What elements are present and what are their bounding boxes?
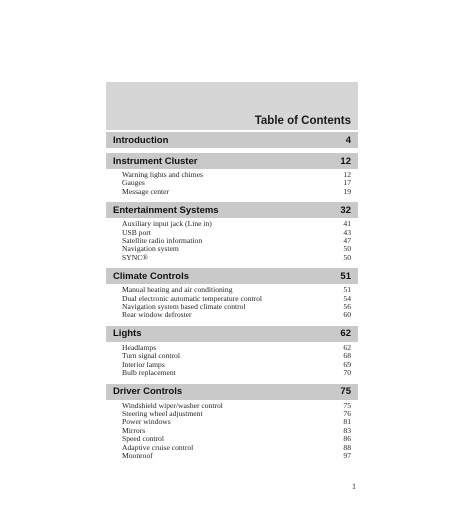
section-header[interactable] [106,268,358,284]
entry-page-number: 17 [343,178,351,188]
toc-entry[interactable] [122,188,351,196]
entry-label: Dual electronic automatic temperature control [122,293,262,303]
section-title: Introduction [113,134,169,146]
section-page-number: 75 [340,386,351,397]
toc-section [106,326,358,384]
section-title: Instrument Cluster [113,155,198,167]
toc-entry[interactable] [122,254,351,262]
entry-page-number: 50 [343,252,351,262]
section-page-number: 32 [340,204,351,216]
title-band [106,82,358,130]
section-items [106,400,358,467]
entry-label: Adaptive cruise control [122,442,194,452]
entry-page-number: 56 [343,302,351,312]
entry-page-number: 76 [343,408,351,418]
entry-label: Manual heating and air conditioning [122,285,233,295]
section-header[interactable] [106,326,358,342]
entry-label: Moonroof [122,450,153,460]
section-title: Entertainment Systems [113,204,219,216]
entry-page-number: 60 [343,310,351,320]
toc-entry[interactable] [122,311,351,319]
entry-label: Speed control [122,434,164,444]
toc-section [106,268,358,326]
section-items [106,284,358,326]
entry-label: Navigation system [122,244,179,254]
section-title: Driver Controls [113,386,183,397]
page-number: 1 [352,482,356,491]
entry-page-number: 81 [343,417,351,427]
entry-label: Navigation system based climate control [122,302,246,312]
entry-label: Windshield wiper/washer control [122,400,223,410]
entry-page-number: 75 [343,400,351,410]
entry-label: SYNC® [122,252,149,262]
entry-page-number: 54 [343,293,351,303]
section-page-number: 62 [340,328,351,340]
entry-label: Bulb replacement [122,368,176,378]
toc-section [106,202,358,268]
entry-label: Mirrors [122,425,146,435]
section-header[interactable] [106,202,358,218]
toc-entry[interactable] [122,418,351,426]
section-header[interactable] [106,132,358,148]
section-items [106,342,358,384]
entry-label: USB port [122,227,151,237]
table-of-contents [106,82,358,466]
entry-label: Gauges [122,178,145,188]
entry-page-number: 88 [343,442,351,452]
entry-label: Power windows [122,417,171,427]
section-title: Lights [113,328,142,340]
entry-page-number: 69 [343,359,351,369]
section-header[interactable] [106,384,358,400]
entry-page-number: 19 [343,186,351,196]
entry-label: Satellite radio information [122,236,203,246]
section-items [106,218,358,268]
section-page-number: 51 [340,270,351,282]
toc-section [106,132,358,153]
page-title: Table of Contents [254,115,351,127]
entry-page-number: 97 [343,450,351,460]
entry-page-number: 43 [343,227,351,237]
toc-sections [106,132,358,466]
toc-entry[interactable] [122,369,351,377]
entry-label: Auxiliary input jack (Line in) [122,219,212,229]
entry-page-number: 50 [343,244,351,254]
toc-entry[interactable] [122,220,351,228]
entry-label: Warning lights and chimes [122,170,204,179]
section-items [106,169,358,202]
toc-entry[interactable] [122,452,351,460]
entry-page-number: 86 [343,434,351,444]
toc-entry[interactable] [122,444,351,452]
entry-page-number: 41 [343,219,351,229]
entry-label: Headlamps [122,342,157,352]
entry-label: Message center [122,186,170,196]
section-header[interactable] [106,153,358,169]
toc-entry[interactable] [122,171,351,179]
entry-page-number: 83 [343,425,351,435]
section-title: Climate Controls [113,270,190,282]
entry-page-number: 70 [343,368,351,378]
entry-page-number: 47 [343,236,351,246]
section-page-number: 4 [345,134,351,146]
entry-page-number: 62 [343,342,351,352]
entry-label: Rear window defroster [122,310,192,320]
entry-label: Steering wheel adjustment [122,408,203,418]
entry-page-number: 68 [343,351,351,361]
toc-section [106,153,358,202]
entry-label: Interior lamps [122,359,165,369]
toc-entry[interactable] [122,245,351,253]
entry-page-number: 51 [343,285,351,295]
toc-section [106,384,358,467]
entry-page-number: 12 [343,170,351,179]
entry-label: Turn signal control [122,351,180,361]
section-page-number: 12 [340,155,351,167]
